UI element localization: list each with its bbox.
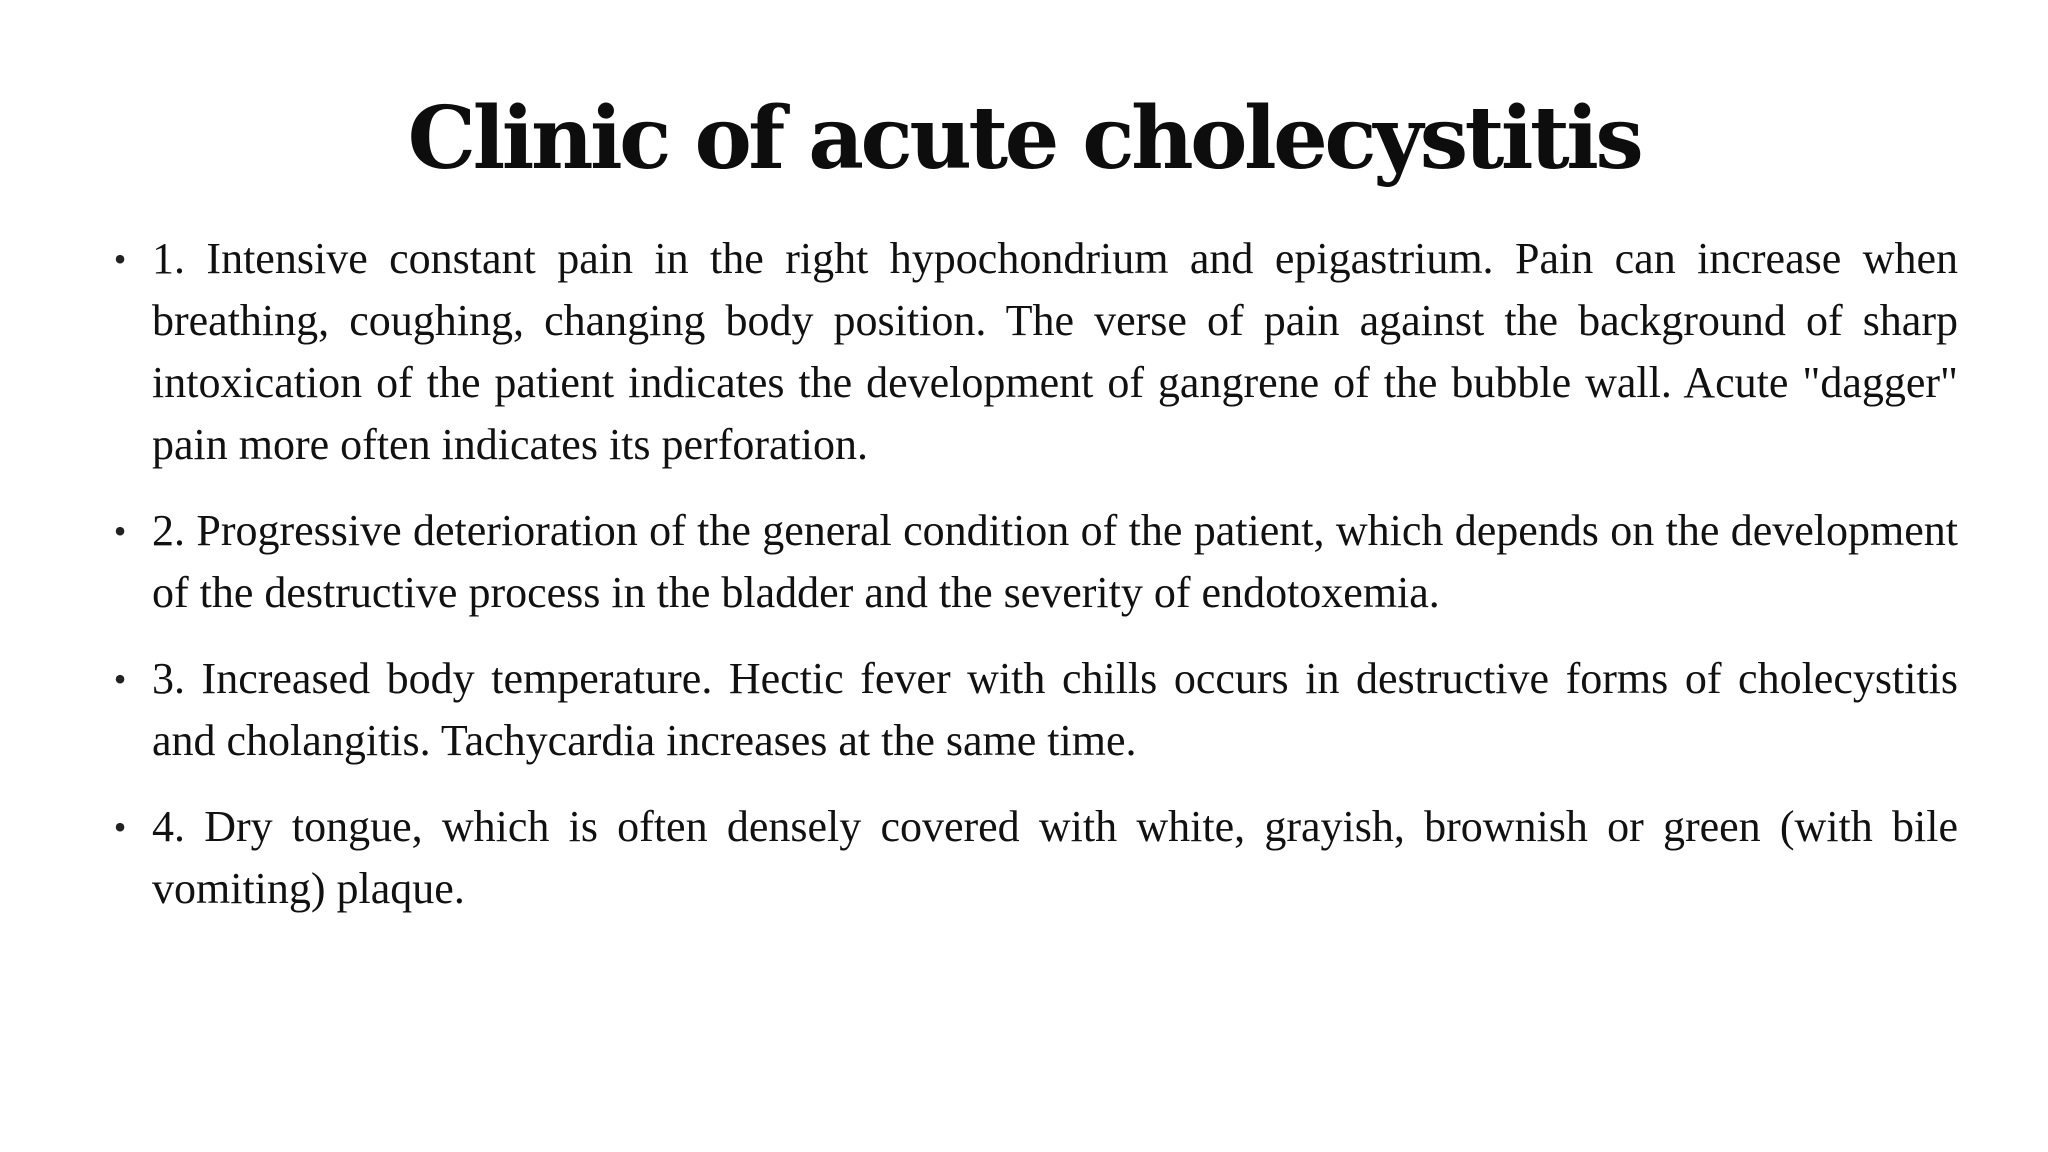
bullet-text-3: 3. Increased body temperature. Hectic fever with chills occurs in destructive forms of cholecystitis and cholangitis. Tachycardia increases at the same time. xyxy=(152,654,1958,765)
bullet-item-2 xyxy=(110,500,1958,624)
bullet-dot-icon: • xyxy=(113,239,127,279)
bullet-item-1 xyxy=(110,228,1958,476)
slide-title: Clinic of acute cholecystitis xyxy=(407,88,1641,189)
bullet-list xyxy=(110,228,1958,944)
bullet-text-2: 2. Progressive deterioration of the general condition of the patient, which depends on the development of the destructive process in the bladder and the severity of endotoxemia. xyxy=(152,506,1958,617)
bullet-dot-icon: • xyxy=(113,807,127,847)
bullet-item-4 xyxy=(110,796,1958,920)
bullet-item-3 xyxy=(110,648,1958,772)
bullet-dot-icon: • xyxy=(113,659,127,699)
bullet-text-1: 1. Intensive constant pain in the right hypochondrium and epigastrium. Pain can increase when breathing, coughing, changing body position. The verse of pain against the background of sharp intoxication of the patient indicates the development of gangrene of the bubble wall. Acute "dagger" pain more often indicates its perforation. xyxy=(152,234,1958,469)
bullet-text-4: 4. Dry tongue, which is often densely covered with white, grayish, brownish or green (with bile vomiting) plaque. xyxy=(152,802,1958,913)
bullet-dot-icon: • xyxy=(113,511,127,551)
